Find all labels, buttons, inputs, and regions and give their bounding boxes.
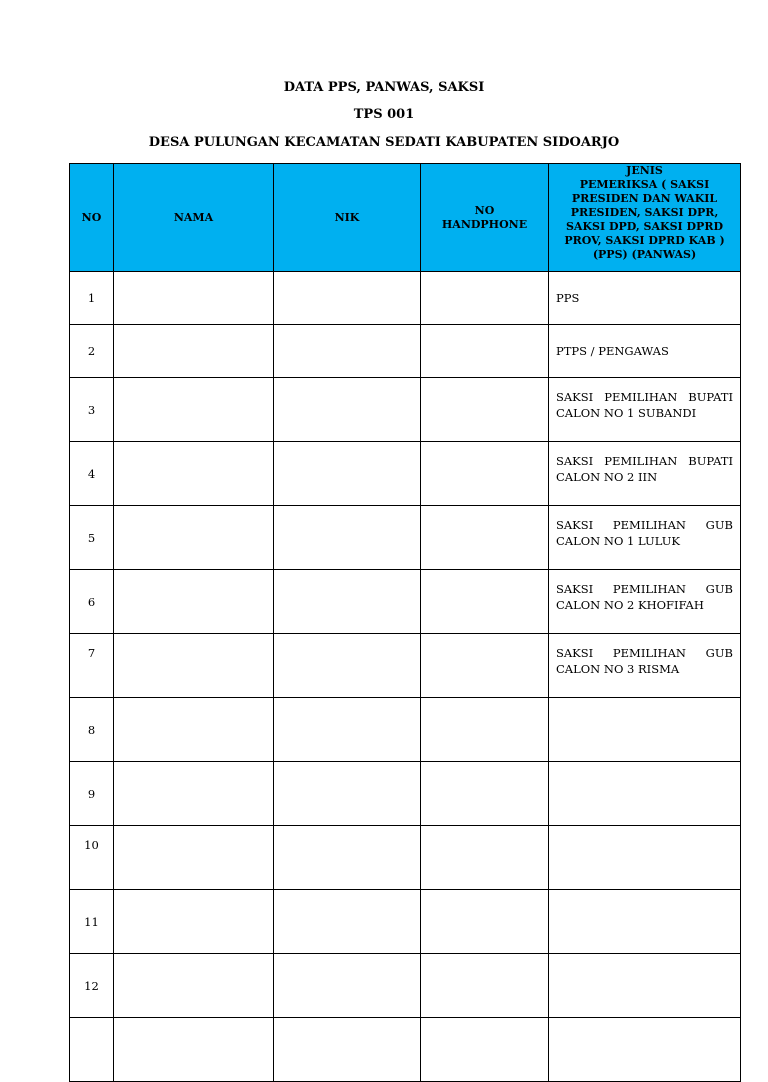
cell-handphone[interactable] bbox=[421, 634, 549, 698]
cell-nama[interactable] bbox=[114, 570, 274, 634]
cell-nik[interactable] bbox=[274, 506, 421, 570]
table-row bbox=[70, 378, 741, 442]
cell-no: 1 bbox=[70, 272, 114, 325]
table-row bbox=[70, 325, 741, 378]
table-row bbox=[70, 506, 741, 570]
header-jenis-line: PROV, SAKSI DPRD KAB ) bbox=[564, 234, 725, 247]
cell-jenis[interactable] bbox=[549, 698, 741, 762]
cell-nik[interactable] bbox=[274, 634, 421, 698]
document-subtitle-tps: TPS 001 bbox=[353, 107, 415, 122]
header-jenis-line: PRESIDEN, SAKSI DPR, bbox=[570, 206, 719, 219]
cell-jenis[interactable] bbox=[549, 954, 741, 1018]
data-table bbox=[69, 163, 741, 1082]
cell-handphone[interactable] bbox=[421, 325, 549, 378]
header-jenis-line: PEMERIKSA ( SAKSI bbox=[579, 178, 710, 191]
document-subtitle-location: DESA PULUNGAN KECAMATAN SEDATI KABUPATEN SIDOARJO bbox=[148, 135, 620, 150]
cell-nama[interactable] bbox=[114, 506, 274, 570]
cell-no: 11 bbox=[70, 890, 114, 954]
table-row bbox=[70, 954, 741, 1018]
cell-no: 4 bbox=[70, 442, 114, 506]
cell-nama[interactable] bbox=[114, 634, 274, 698]
cell-no: 7 bbox=[70, 634, 114, 698]
header-handphone-line1: NO bbox=[474, 203, 495, 217]
table-row bbox=[70, 442, 741, 506]
cell-nama[interactable] bbox=[114, 954, 274, 1018]
cell-nama[interactable] bbox=[114, 442, 274, 506]
cell-handphone[interactable] bbox=[421, 378, 549, 442]
cell-nik[interactable] bbox=[274, 325, 421, 378]
cell-jenis: PPS bbox=[549, 272, 741, 325]
cell-jenis[interactable] bbox=[549, 762, 741, 826]
cell-handphone[interactable] bbox=[421, 272, 549, 325]
cell-nik[interactable] bbox=[274, 826, 421, 890]
cell-no: 5 bbox=[70, 506, 114, 570]
cell-jenis[interactable] bbox=[549, 1018, 741, 1082]
table-row bbox=[70, 272, 741, 325]
cell-nik[interactable] bbox=[274, 762, 421, 826]
cell-jenis: SAKSI PEMILIHAN BUPATI CALON NO 2 IIN bbox=[549, 442, 741, 506]
cell-nama[interactable] bbox=[114, 826, 274, 890]
header-jenis-line: (PPS) (PANWAS) bbox=[592, 248, 697, 261]
cell-nik[interactable] bbox=[274, 954, 421, 1018]
table-row bbox=[70, 570, 741, 634]
cell-handphone[interactable] bbox=[421, 698, 549, 762]
cell-handphone[interactable] bbox=[421, 890, 549, 954]
cell-no: 6 bbox=[70, 570, 114, 634]
cell-no: 12 bbox=[70, 954, 114, 1018]
header-jenis bbox=[549, 164, 741, 272]
header-nik: NIK bbox=[274, 164, 421, 272]
header-handphone-line2: HANDPHONE bbox=[441, 217, 528, 231]
cell-nama[interactable] bbox=[114, 762, 274, 826]
cell-nik[interactable] bbox=[274, 570, 421, 634]
cell-nama[interactable] bbox=[114, 1018, 274, 1082]
cell-no: 8 bbox=[70, 698, 114, 762]
cell-nik[interactable] bbox=[274, 1018, 421, 1082]
cell-jenis: SAKSI PEMILIHAN GUB CALON NO 1 LULUK bbox=[549, 506, 741, 570]
cell-nik[interactable] bbox=[274, 698, 421, 762]
cell-handphone[interactable] bbox=[421, 954, 549, 1018]
cell-handphone[interactable] bbox=[421, 570, 549, 634]
cell-nama[interactable] bbox=[114, 272, 274, 325]
document-title: DATA PPS, PANWAS, SAKSI bbox=[283, 80, 485, 95]
cell-nik[interactable] bbox=[274, 378, 421, 442]
cell-jenis: SAKSI PEMILIHAN GUB CALON NO 2 KHOFIFAH bbox=[549, 570, 741, 634]
header-jenis-line: JENIS bbox=[626, 164, 663, 177]
cell-no: 2 bbox=[70, 325, 114, 378]
cell-jenis: SAKSI PEMILIHAN BUPATI CALON NO 1 SUBANDI bbox=[549, 378, 741, 442]
table-header-row bbox=[70, 164, 741, 272]
cell-nik[interactable] bbox=[274, 272, 421, 325]
cell-nama[interactable] bbox=[114, 890, 274, 954]
table-row bbox=[70, 826, 741, 890]
header-handphone bbox=[421, 164, 549, 272]
table-row bbox=[70, 762, 741, 826]
cell-jenis[interactable] bbox=[549, 826, 741, 890]
table-row bbox=[70, 698, 741, 762]
cell-nama[interactable] bbox=[114, 698, 274, 762]
cell-nik[interactable] bbox=[274, 442, 421, 506]
cell-handphone[interactable] bbox=[421, 442, 549, 506]
header-nama: NAMA bbox=[114, 164, 274, 272]
header-no: NO bbox=[70, 164, 114, 272]
cell-no: 3 bbox=[70, 378, 114, 442]
table-row bbox=[70, 1018, 741, 1082]
cell-no: 10 bbox=[70, 826, 114, 890]
cell-jenis: PTPS / PENGAWAS bbox=[549, 325, 741, 378]
cell-nik[interactable] bbox=[274, 890, 421, 954]
cell-jenis[interactable] bbox=[549, 890, 741, 954]
cell-nama[interactable] bbox=[114, 325, 274, 378]
cell-no bbox=[70, 1018, 114, 1082]
cell-handphone[interactable] bbox=[421, 826, 549, 890]
cell-no: 9 bbox=[70, 762, 114, 826]
cell-jenis: SAKSI PEMILIHAN GUB CALON NO 3 RISMA bbox=[549, 634, 741, 698]
table-row bbox=[70, 890, 741, 954]
header-jenis-line: SAKSI DPD, SAKSI DPRD bbox=[565, 220, 724, 233]
cell-handphone[interactable] bbox=[421, 1018, 549, 1082]
cell-nama[interactable] bbox=[114, 378, 274, 442]
table-row bbox=[70, 634, 741, 698]
header-jenis-line: PRESIDEN DAN WAKIL bbox=[571, 192, 718, 205]
cell-handphone[interactable] bbox=[421, 762, 549, 826]
cell-handphone[interactable] bbox=[421, 506, 549, 570]
